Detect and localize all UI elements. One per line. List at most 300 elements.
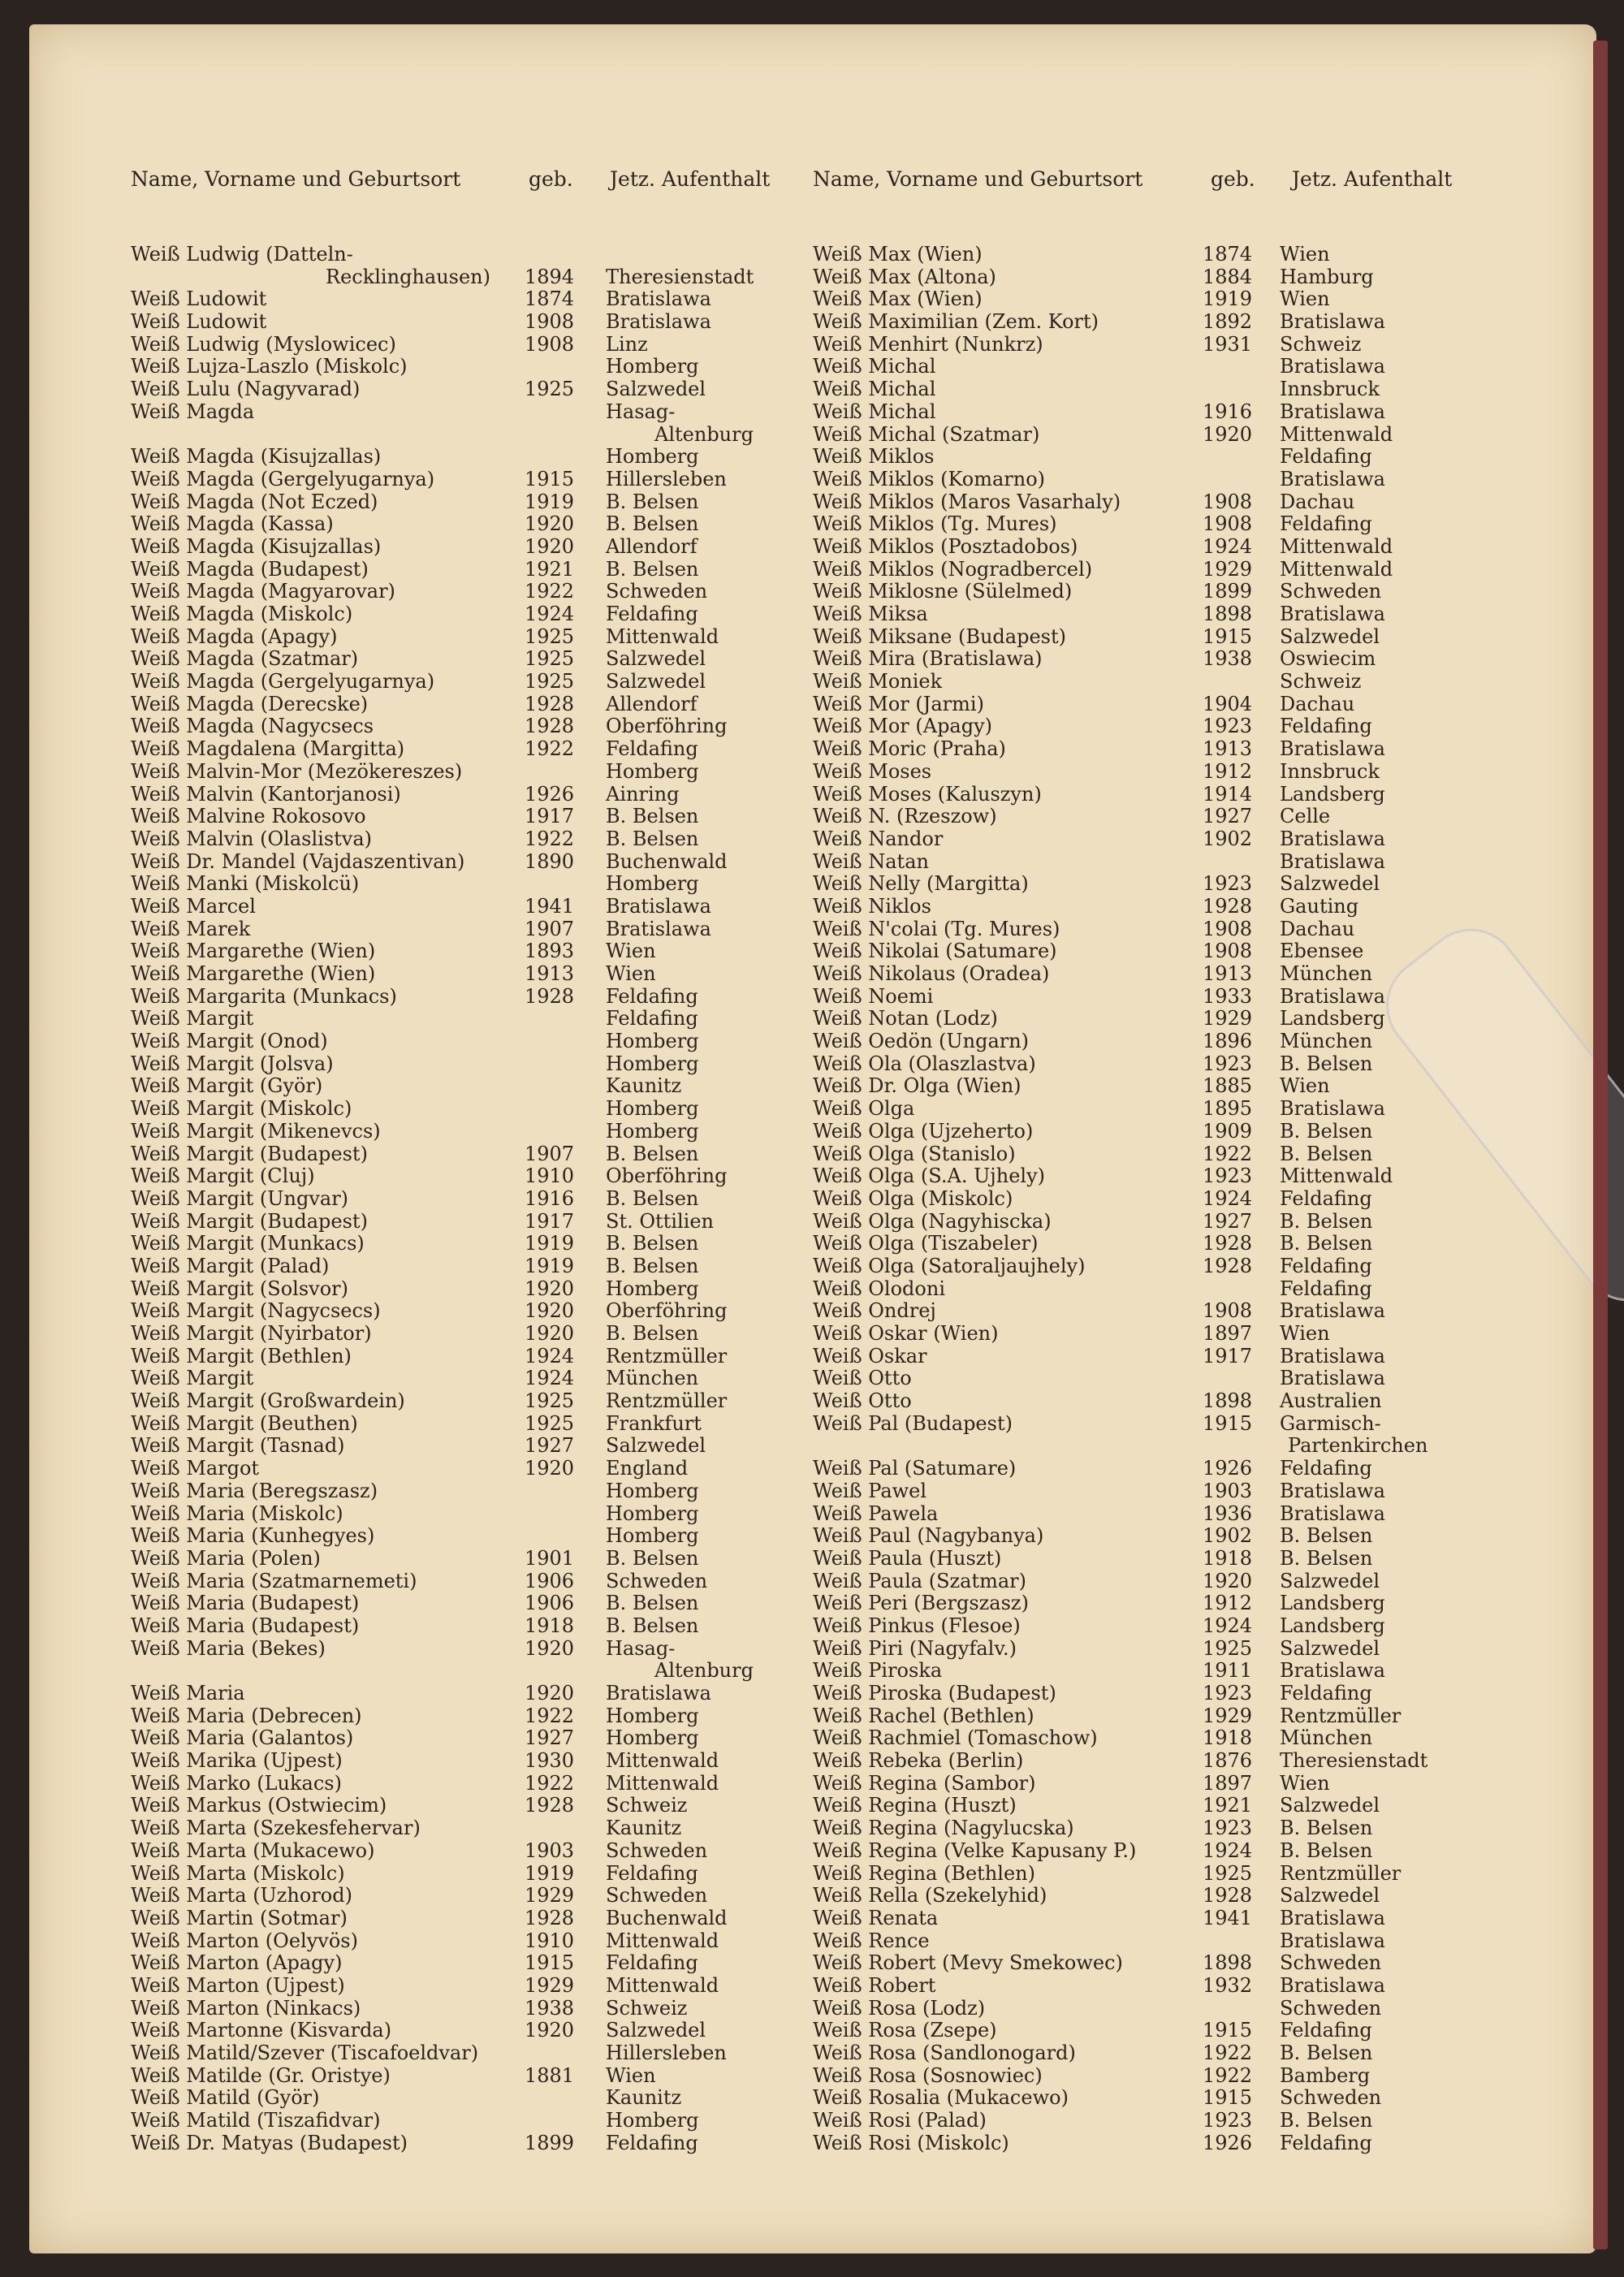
entry-year	[525, 356, 606, 378]
list-row	[131, 1480, 849, 1503]
list-row	[131, 1211, 849, 1234]
entry-residence: Schweden	[606, 1884, 708, 1908]
entry-residence: Partenkirchen	[1288, 1434, 1428, 1458]
entry-year: 1922	[1203, 2063, 1253, 2087]
entry-year: 1941	[1203, 1906, 1253, 1929]
list-row	[131, 334, 849, 356]
entry-residence: Feldafing	[1280, 1457, 1372, 1480]
entry-name: Weiß Matild (Tiszafidvar)	[131, 2109, 381, 2132]
list-row	[813, 513, 1487, 536]
entry-name: Weiß Michal	[813, 355, 936, 378]
entry-name: Weiß Pal (Satumare)	[813, 1457, 1017, 1480]
list-row	[131, 356, 849, 378]
entry-residence: Homberg	[606, 759, 699, 783]
entry-residence: Feldafing	[1280, 1277, 1372, 1300]
entry-name: Weiß Peri (Bergszasz)	[813, 1592, 1029, 1615]
entry-year: 1929	[525, 1973, 575, 1997]
entry-year: 1908	[1203, 1299, 1253, 1323]
list-row	[131, 446, 849, 469]
list-row	[131, 1503, 849, 1526]
entry-name: Weiß Otto	[813, 1367, 912, 1390]
header-name: Name, Vorname und Geburtsort	[813, 166, 1143, 191]
entry-residence: Ebensee	[1280, 940, 1364, 963]
entry-name: Weiß Olga (Ujzeherto)	[813, 1119, 1034, 1143]
list-row	[131, 378, 849, 401]
entry-name: Weiß Margit (Beuthen)	[131, 1411, 358, 1435]
entry-year: 1922	[525, 827, 575, 850]
entry-year: 1898	[1203, 603, 1253, 625]
list-row	[813, 1952, 1487, 1975]
left-column-header	[131, 154, 849, 203]
list-row	[813, 424, 1487, 447]
entry-year: 1929	[1203, 557, 1253, 581]
entry-residence: Schweden	[1280, 2086, 1382, 2110]
entry-name: Weiß Oskar (Wien)	[813, 1322, 999, 1345]
list-row	[813, 1548, 1487, 1571]
list-row	[813, 1863, 1487, 1886]
entry-name: Weiß Malvine Rokosovo	[131, 805, 366, 828]
entry-name: Weiß Margit (Nagycsecs)	[131, 1299, 381, 1323]
entry-name: Weiß Rosi (Miskolc)	[813, 2131, 1009, 2154]
entry-name: Weiß Magdalena (Margitta)	[131, 737, 405, 761]
list-row	[813, 963, 1487, 986]
entry-year: 1885	[1203, 1074, 1253, 1098]
entry-year	[525, 2087, 606, 2110]
entry-residence: Allendorf	[606, 534, 698, 558]
entry-year	[525, 761, 606, 784]
list-row	[131, 1300, 849, 1323]
entry-year: 1912	[1203, 1592, 1253, 1615]
entry-residence: Salzwedel	[1280, 1569, 1380, 1592]
entry-year	[525, 1503, 606, 1526]
list-row	[813, 1367, 1487, 1390]
entry-year: 1898	[1203, 1951, 1253, 1975]
header-year: geb.	[1211, 166, 1255, 191]
entry-name: Weiß Marton (Apagy)	[131, 1951, 343, 1975]
entry-year: 1927	[525, 1434, 575, 1458]
entry-name: Weiß Renata	[813, 1906, 939, 1929]
entry-name: Weiß Regina (Velke Kapusany P.)	[813, 1838, 1137, 1862]
entry-name: Weiß Miklos (Komarno)	[813, 467, 1046, 490]
entry-name: Weiß Marton (Ninkacs)	[131, 1996, 361, 2020]
entry-residence: Buchenwald	[606, 849, 728, 873]
entry-name: Weiß Margit (Palad)	[131, 1254, 330, 1277]
entry-name: Weiß Magda (Apagy)	[131, 624, 338, 648]
entry-name: Weiß Manki (Miskolcü)	[131, 872, 360, 896]
list-row	[813, 2020, 1487, 2042]
entry-year: 1895	[1203, 1097, 1253, 1121]
entry-residence: Homberg	[606, 1277, 699, 1300]
entry-residence: Homberg	[606, 355, 699, 378]
entry-residence: Kaunitz	[606, 2086, 682, 2110]
entry-residence: Schweden	[1280, 1996, 1382, 2020]
list-row	[813, 1211, 1487, 1234]
entry-residence: Garmisch-	[1280, 1411, 1381, 1435]
list-row	[131, 1413, 849, 1436]
entry-year	[1203, 1435, 1280, 1458]
entry-year: 1926	[525, 782, 575, 806]
entry-name: Weiß Robert (Mevy Smekowec)	[813, 1951, 1123, 1975]
list-row	[813, 1525, 1487, 1548]
entry-residence: Mittenwald	[606, 1749, 719, 1773]
entry-year: 1899	[1203, 580, 1253, 603]
entry-name: Weiß Marton (Ujpest)	[131, 1973, 345, 1997]
entry-year: 1928	[1203, 1884, 1253, 1908]
entry-residence: Hasag-	[606, 1636, 676, 1660]
entry-name: Weiß Michal	[813, 378, 936, 401]
entry-name: Weiß Marta (Miskolc)	[131, 1861, 345, 1885]
right-column	[813, 154, 1487, 2154]
list-row	[131, 648, 849, 671]
entry-name: Weiß Ludwig (Myslowicec)	[131, 332, 396, 356]
entry-residence: Salzwedel	[1280, 1794, 1380, 1817]
entry-year: 1890	[525, 849, 575, 873]
list-row	[131, 986, 849, 1009]
entry-residence: B. Belsen	[606, 1186, 699, 1210]
entry-residence: Landsberg	[1280, 1592, 1385, 1615]
entry-residence: Salzwedel	[1280, 624, 1380, 648]
entry-year: 1922	[1203, 1142, 1253, 1165]
list-row	[131, 581, 849, 603]
entry-name: Weiß Marta (Mukacewo)	[131, 1838, 375, 1862]
entry-residence: Oberföhring	[606, 1299, 728, 1323]
list-row	[813, 1233, 1487, 1255]
entry-name: Weiß Miklos (Tg. Mures)	[813, 512, 1057, 536]
entry-name: Weiß Maria (Galantos)	[131, 1726, 354, 1750]
entry-year: 1902	[1203, 827, 1253, 850]
entry-year: 1922	[1203, 2042, 1253, 2064]
entry-year	[525, 1075, 606, 1098]
entry-residence: Homberg	[606, 1030, 699, 1053]
list-row	[131, 896, 849, 918]
entry-year: 1920	[1203, 1569, 1253, 1592]
entry-residence: Mittenwald	[1280, 422, 1393, 446]
list-row	[813, 1255, 1487, 1278]
entry-name: Weiß Pawela	[813, 1501, 939, 1525]
entry-residence: Ainring	[606, 782, 680, 806]
entry-year: 1919	[525, 1254, 575, 1277]
entry-name: Weiß Rosi (Palad)	[813, 2109, 987, 2132]
right-rows	[813, 244, 1487, 2154]
entry-residence: Mittenwald	[606, 1973, 719, 1997]
entry-year: 1915	[525, 1951, 575, 1975]
entry-year: 1915	[1203, 2019, 1253, 2042]
entry-residence: Wien	[1280, 243, 1330, 266]
list-row	[131, 918, 849, 941]
entry-residence: Innsbruck	[1280, 759, 1380, 783]
list-row	[813, 761, 1487, 784]
list-row	[813, 2132, 1487, 2155]
entry-name: Weiß Magda (Kisujzallas)	[131, 445, 382, 469]
list-row	[813, 1727, 1487, 1750]
entry-name: Weiß Magda (Not Eczed)	[131, 490, 378, 513]
entry-year: 1924	[525, 1344, 575, 1367]
entry-year: 1923	[1203, 2109, 1253, 2132]
entry-residence: B. Belsen	[1280, 1817, 1373, 1840]
entry-name: Weiß Paul (Nagybanya)	[813, 1524, 1044, 1548]
entry-year: 1923	[1203, 1164, 1253, 1188]
entry-year: 1884	[1203, 265, 1253, 288]
list-row	[813, 1683, 1487, 1705]
list-row	[813, 1840, 1487, 1863]
entry-year: 1922	[525, 580, 575, 603]
entry-name: Weiß Maria (Polen)	[131, 1546, 321, 1570]
list-row	[813, 1998, 1487, 2020]
entry-name: Weiß Paula (Huszt)	[813, 1546, 1002, 1570]
entry-residence: Mittenwald	[606, 624, 719, 648]
list-row	[131, 536, 849, 559]
list-row	[131, 2087, 849, 2110]
list-row	[813, 1435, 1487, 1458]
entry-year: 1892	[1203, 310, 1253, 334]
entry-name: Weiß Malvin-Mor (Mezökereszes)	[131, 759, 463, 783]
entry-year: 1925	[525, 647, 575, 671]
entry-year: 1913	[1203, 962, 1253, 985]
list-row	[131, 311, 849, 334]
entry-name: Weiß Margit (Jolsva)	[131, 1052, 334, 1075]
entry-name: Weiß Miklos	[813, 445, 935, 469]
list-row	[131, 424, 849, 447]
list-row	[813, 469, 1487, 491]
entry-year: 1920	[525, 1299, 575, 1323]
entry-year: 1902	[1203, 1524, 1253, 1548]
list-row	[813, 401, 1487, 424]
entry-year	[1203, 1367, 1280, 1390]
list-row	[131, 873, 849, 896]
entry-name: Weiß Dr. Mandel (Vajdaszentivan)	[131, 849, 465, 873]
entry-year: 1910	[525, 1929, 575, 1952]
entry-year: 1920	[525, 512, 575, 536]
entry-year	[1203, 671, 1280, 693]
entry-residence: Feldafing	[606, 737, 698, 761]
entry-name: Weiß Maximilian (Zem. Kort)	[813, 310, 1099, 334]
list-row	[131, 266, 849, 289]
list-row	[131, 1233, 849, 1255]
list-row	[813, 2042, 1487, 2065]
entry-year: 1917	[525, 805, 575, 828]
entry-residence: Feldafing	[606, 984, 698, 1008]
entry-residence: Rentzmüller	[606, 1344, 728, 1367]
entry-year: 1923	[1203, 1052, 1253, 1075]
entry-year: 1923	[1203, 715, 1253, 738]
entry-year: 1876	[1203, 1749, 1253, 1773]
list-row	[813, 446, 1487, 469]
list-row	[131, 626, 849, 649]
entry-residence: Dachau	[1280, 490, 1355, 513]
entry-name: Weiß Malvin (Kantorjanosi)	[131, 782, 401, 806]
entry-residence: München	[606, 1367, 699, 1390]
entry-name: Weiß Margit (Großwardein)	[131, 1389, 405, 1413]
entry-residence: Hamburg	[1280, 265, 1374, 288]
entry-residence: Bratislawa	[1280, 1299, 1385, 1323]
entry-name: Weiß Magda	[131, 400, 255, 423]
right-column-header	[813, 154, 1487, 203]
entry-year: 1925	[1203, 1861, 1253, 1885]
entry-residence: Bratislawa	[1280, 1659, 1385, 1683]
entry-name: Weiß Ondrej	[813, 1299, 936, 1323]
list-row	[131, 1143, 849, 1166]
entry-residence: Salzwedel	[606, 670, 706, 693]
entry-year	[525, 1525, 606, 1548]
entry-year: 1925	[525, 1411, 575, 1435]
entry-name: Weiß Otto	[813, 1389, 912, 1413]
entry-year: 1908	[1203, 490, 1253, 513]
list-row	[813, 1795, 1487, 1817]
entry-year: 1926	[1203, 2131, 1253, 2154]
list-row	[131, 1367, 849, 1390]
list-row	[131, 1390, 849, 1413]
entry-year: 1926	[1203, 1457, 1253, 1480]
entry-name: Weiß Michal (Szatmar)	[813, 422, 1040, 446]
entry-name: Weiß Ludowit	[131, 287, 267, 311]
list-row	[813, 1188, 1487, 1211]
entry-name: Weiß Olga (Nagyhiscka)	[813, 1209, 1052, 1233]
list-row	[813, 1930, 1487, 1953]
list-row	[131, 1278, 849, 1301]
entry-residence: Rentzmüller	[606, 1389, 728, 1413]
entry-name: Weiß Rosa (Sandlonogard)	[813, 2042, 1076, 2064]
list-row	[813, 1413, 1487, 1436]
entry-name: Weiß Margit (Onod)	[131, 1030, 328, 1053]
list-row	[813, 334, 1487, 356]
entry-name: Weiß Martonne (Kisvarda)	[131, 2019, 392, 2042]
entry-residence: Landsberg	[1280, 782, 1385, 806]
entry-residence: Bratislawa	[1280, 1906, 1385, 1929]
entry-name: Weiß Mor (Apagy)	[813, 715, 993, 738]
entry-residence: Dachau	[1280, 917, 1355, 940]
entry-name: Weiß Piroska	[813, 1659, 943, 1683]
list-row	[813, 1975, 1487, 1998]
entry-residence: B. Belsen	[606, 1592, 699, 1615]
entry-residence: Linz	[606, 332, 648, 356]
entry-residence: Altenburg	[654, 1659, 754, 1683]
list-row	[131, 851, 849, 874]
entry-year: 1924	[1203, 534, 1253, 558]
entry-name: Weiß Rebeka (Berlin)	[813, 1749, 1024, 1773]
entry-residence: B. Belsen	[606, 557, 699, 581]
entry-name: Weiß Pal (Budapest)	[813, 1411, 1013, 1435]
entry-year: 1921	[1203, 1794, 1253, 1817]
list-row	[813, 896, 1487, 918]
entry-name: Weiß Magda (Derecske)	[131, 692, 369, 715]
entry-name: Weiß Margarethe (Wien)	[131, 962, 376, 985]
entry-year: 1924	[525, 1367, 575, 1390]
entry-year: 1931	[1203, 332, 1253, 356]
entry-name: Weiß Margit (Mikenevcs)	[131, 1119, 381, 1143]
entry-name: Weiß Olga (Stanislo)	[813, 1142, 1016, 1165]
entry-residence: Homberg	[606, 445, 699, 469]
entry-year: 1914	[1203, 782, 1253, 806]
entry-year	[1203, 469, 1280, 491]
left-rows	[131, 244, 849, 2154]
entry-year: 1941	[525, 894, 575, 918]
entry-name: Weiß Oskar	[813, 1344, 927, 1367]
entry-name: Weiß Regina (Sambor)	[813, 1771, 1036, 1795]
list-row	[131, 1323, 849, 1346]
entry-residence: Landsberg	[1280, 1007, 1385, 1030]
entry-residence: B. Belsen	[1280, 1052, 1373, 1075]
list-row	[131, 1188, 849, 1211]
entry-residence: Feldafing	[1280, 512, 1372, 536]
list-row	[131, 1975, 849, 1998]
entry-name: Weiß Marcel	[131, 894, 256, 918]
list-row	[131, 1571, 849, 1593]
list-row	[131, 1638, 849, 1661]
entry-residence: Feldafing	[1280, 2131, 1372, 2154]
entry-name	[131, 424, 525, 447]
list-row	[813, 1278, 1487, 1301]
entry-residence: Schweiz	[1280, 670, 1362, 693]
list-row	[131, 1727, 849, 1750]
entry-year: 1928	[525, 984, 575, 1008]
list-row	[813, 918, 1487, 941]
entry-year: 1917	[525, 1209, 575, 1233]
entry-residence: Salzwedel	[606, 647, 706, 671]
entry-name: Weiß Lulu (Nagyvarad)	[131, 378, 361, 401]
list-row	[813, 940, 1487, 963]
list-row	[813, 1075, 1487, 1098]
entry-name: Weiß Dr. Olga (Wien)	[813, 1074, 1021, 1098]
list-row	[813, 1773, 1487, 1795]
entry-year: 1922	[525, 1704, 575, 1727]
entry-year: 1893	[525, 940, 575, 963]
entry-residence: Homberg	[606, 1119, 699, 1143]
list-row	[131, 491, 849, 514]
entry-year: 1918	[525, 1614, 575, 1637]
entry-residence: Bratislawa	[1280, 1479, 1385, 1502]
entry-name: Weiß Moses	[813, 759, 932, 783]
entry-year	[1203, 446, 1280, 469]
list-row	[131, 2042, 849, 2065]
entry-name: Weiß Ludowit	[131, 310, 267, 334]
entry-year	[525, 424, 606, 447]
entry-year: 1912	[1203, 759, 1253, 783]
list-row	[131, 784, 849, 806]
entry-year	[525, 1817, 606, 1840]
entry-residence: B. Belsen	[606, 1254, 699, 1277]
entry-year: 1916	[525, 1186, 575, 1210]
entry-residence: München	[1280, 962, 1373, 985]
entry-name: Weiß Marika (Ujpest)	[131, 1749, 343, 1773]
entry-residence: Oswiecim	[1280, 647, 1376, 671]
list-row	[813, 671, 1487, 693]
entry-residence: Feldafing	[1280, 1682, 1372, 1705]
entry-residence: Homberg	[606, 1704, 699, 1727]
entry-year: 1928	[1203, 1254, 1253, 1277]
entry-residence: Bratislawa	[1280, 827, 1385, 850]
entry-residence: Australien	[1280, 1389, 1382, 1413]
entry-year: 1920	[525, 1322, 575, 1345]
list-row	[813, 738, 1487, 761]
entry-name: Weiß Magda (Szatmar)	[131, 647, 359, 671]
entry-year: 1919	[525, 1861, 575, 1885]
entry-name: Weiß Rosalia (Mukacewo)	[813, 2086, 1069, 2110]
entry-year	[525, 401, 606, 424]
entry-residence: Bratislawa	[606, 917, 711, 940]
entry-residence: Bratislawa	[1280, 1097, 1385, 1121]
entry-name: Weiß Lujza-Laszlo (Miskolc)	[131, 355, 408, 378]
entry-residence: Mittenwald	[606, 1771, 719, 1795]
list-row	[813, 1750, 1487, 1773]
entry-residence: Homberg	[606, 1726, 699, 1750]
entry-residence: Wien	[606, 940, 656, 963]
entry-name: Weiß Rachel (Bethlen)	[813, 1704, 1034, 1727]
entry-year	[1203, 851, 1280, 874]
entry-year: 1938	[525, 1996, 575, 2020]
entry-year: 1927	[1203, 805, 1253, 828]
entry-year	[1203, 1278, 1280, 1301]
entry-residence: Wien	[1280, 1074, 1330, 1098]
